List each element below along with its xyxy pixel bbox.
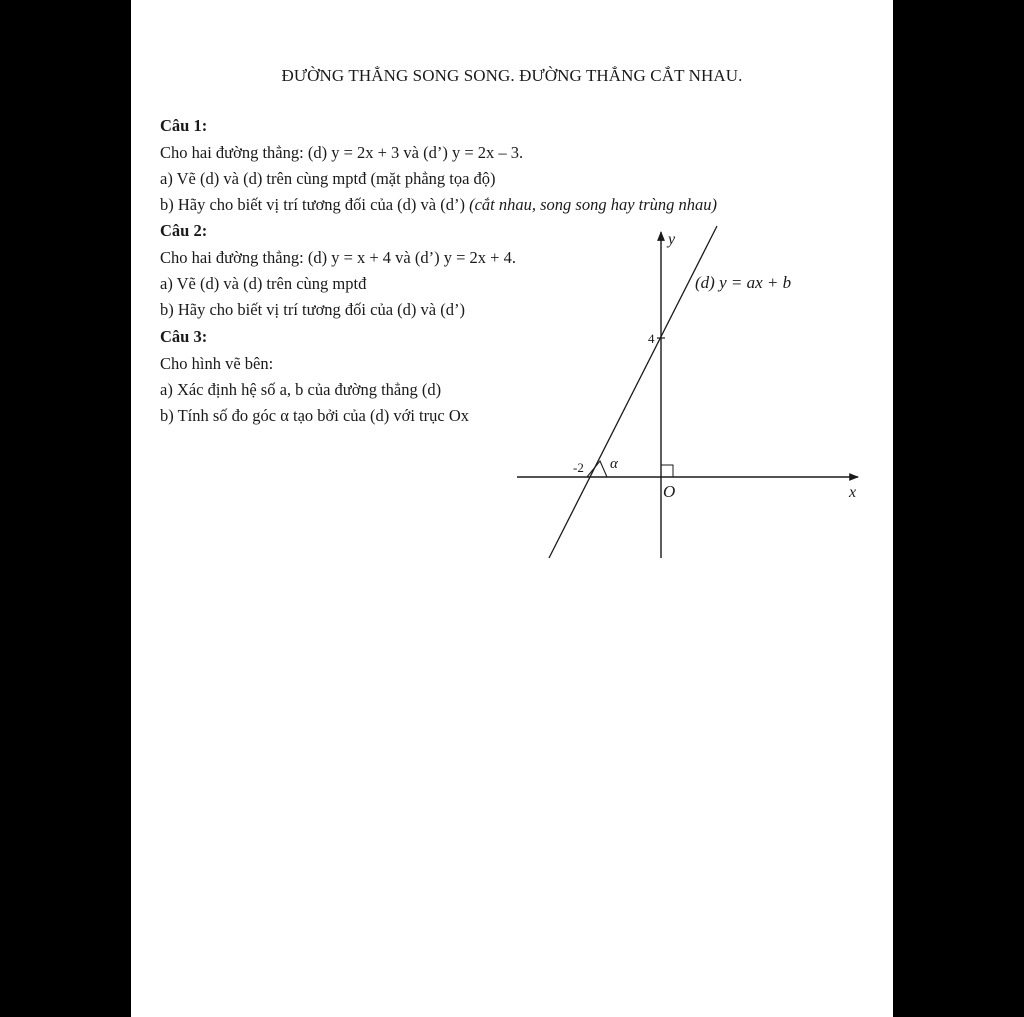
question-2-part-a: a) Vẽ (d) và (d) trên cùng mptđ xyxy=(160,274,367,293)
question-1-part-b-options: (cắt nhau, song song hay trùng nhau) xyxy=(469,195,718,214)
question-1-part-a: a) Vẽ (d) và (d) trên cùng mptđ (mặt phẳng tọa độ) xyxy=(160,169,496,188)
question-3-part-a: a) Xác định hệ số a, b của đường thẳng (d) xyxy=(160,380,442,399)
y-intercept-label: 4 xyxy=(648,331,655,346)
document-title: ĐƯỜNG THẲNG SONG SONG. ĐƯỜNG THẲNG CẮT NHAU. xyxy=(281,66,743,85)
question-1-intro: Cho hai đường thẳng: (d) y = 2x + 3 và (d’) y = 2x – 3. xyxy=(160,143,524,162)
line-d xyxy=(549,226,717,558)
question-3-intro: Cho hình vẽ bên: xyxy=(160,354,274,373)
question-1-heading: Câu 1: xyxy=(160,116,208,135)
origin-label: O xyxy=(663,482,676,501)
question-2-intro: Cho hai đường thẳng: (d) y = x + 4 và (d’) y = 2x + 4. xyxy=(160,248,516,267)
document-page xyxy=(131,0,893,1017)
x-axis-label: x xyxy=(849,484,857,501)
y-axis-label: y xyxy=(668,231,676,248)
question-1-part-b-main: b) Hãy cho biết vị trí tương đối của (d) và (d’) xyxy=(160,195,470,214)
line-d-label: (d) y = ax + b xyxy=(695,273,792,292)
x-intercept-label: -2 xyxy=(573,460,584,475)
question-2-part-b: b) Hãy cho biết vị trí tương đối của (d) và (d’) xyxy=(160,300,465,319)
question-2-heading: Câu 2: xyxy=(160,221,208,240)
right-angle-marker xyxy=(661,465,673,477)
angle-label: α xyxy=(610,456,618,472)
question-3-heading: Câu 3: xyxy=(160,327,208,346)
question-3-part-b: b) Tính số đo góc α tạo bởi của (d) với trục Ox xyxy=(160,406,469,425)
coordinate-figure xyxy=(131,0,893,1017)
